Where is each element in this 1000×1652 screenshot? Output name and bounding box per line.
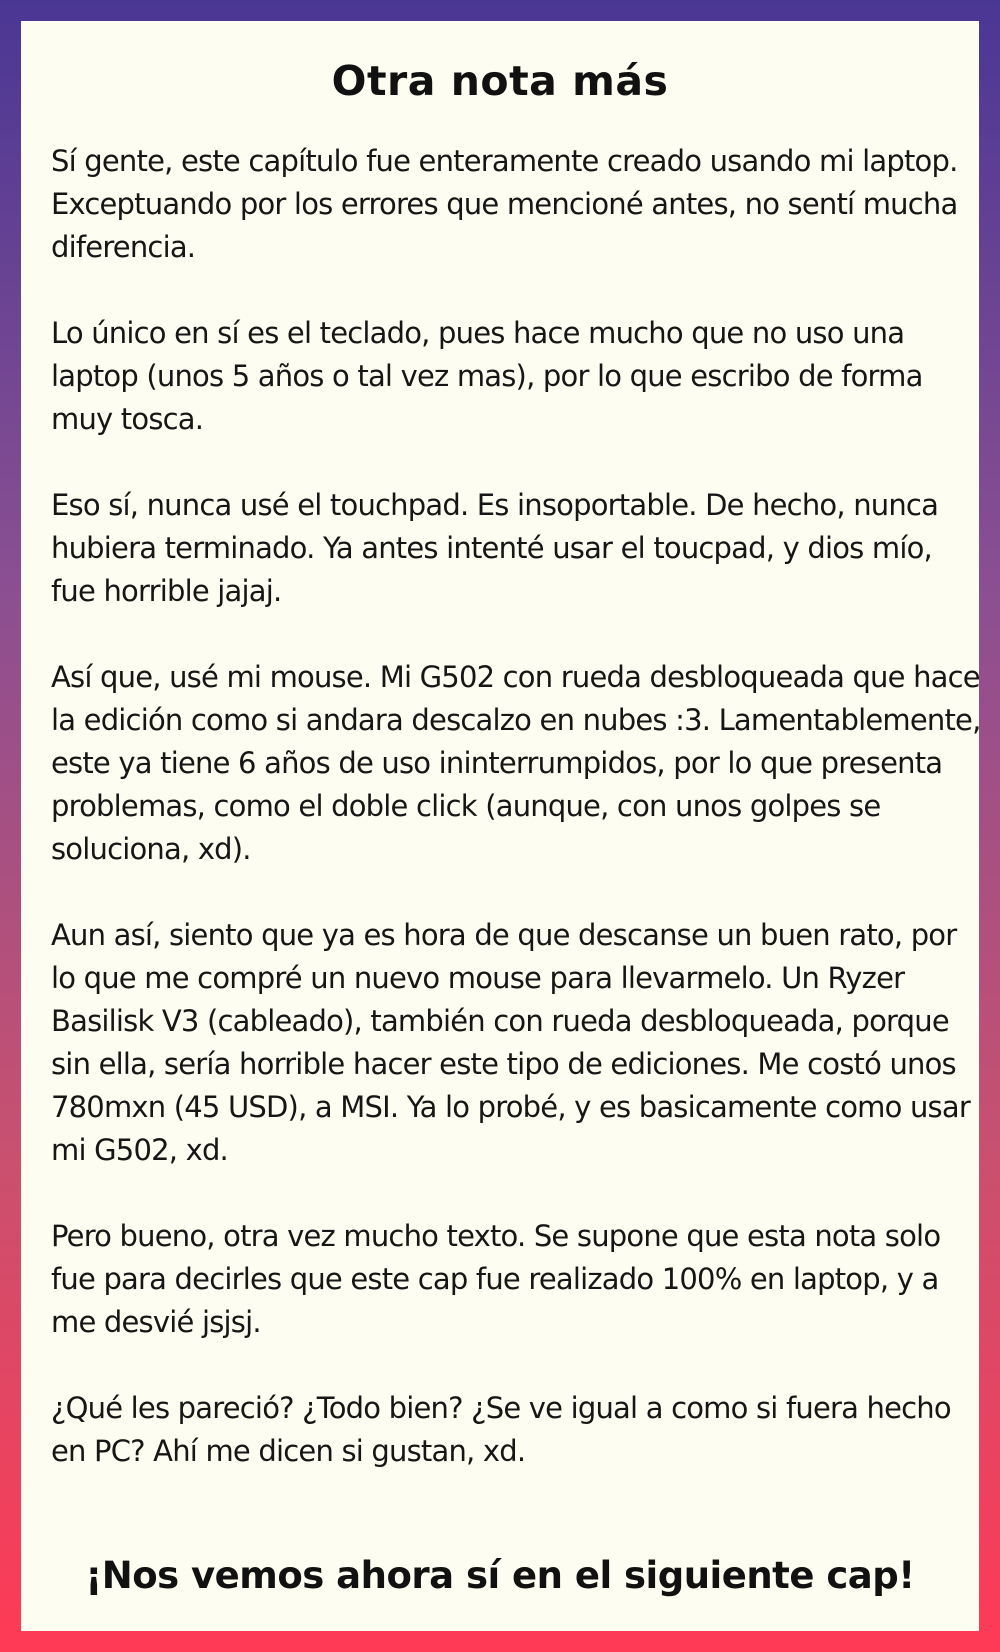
note-title: Otra nota más [331,57,669,105]
note-body [51,140,981,1516]
note-card [21,21,979,1631]
note-closing: ¡Nos vemos ahora sí en el siguiente cap! [85,1554,915,1597]
note-paragraph-2: Lo único en sí es el teclado, pues hace mucho que no uso una laptop (unos 5 años o tal vez mas), por lo que escribo de forma muy tosca. [51,316,923,436]
note-paragraph-6: Pero bueno, otra vez mucho texto. Se supone que esta nota solo fue para decirles que este cap fue realizado 100% en laptop, y a me desvié jsjsj. [51,1219,941,1339]
note-paragraph-7: ¿Qué les pareció? ¿Todo bien? ¿Se ve igual a como si fuera hecho en PC? Ahí me dicen si gustan, xd. [51,1391,951,1468]
note-paragraph-3: Eso sí, nunca usé el touchpad. Es insoportable. De hecho, nunca hubiera terminado. Ya antes intenté usar el toucpad, y dios mío, fue horrible jajaj. [51,488,939,608]
note-paragraph-5: Aun así, siento que ya es hora de que descanse un buen rato, por lo que me compré un nuevo mouse para llevarmelo. Un Ryzer Basilisk V3 (cableado), también con rueda desbloqueada, porque sin ella, sería horrible hacer este tipo de ediciones. Me costó unos 780mxn (45 USD), a MSI. Ya lo probé, y es basicamente como usar mi G502, xd. [51,918,970,1167]
note-paragraph-1: Sí gente, este capítulo fue enteramente creado usando mi laptop. Exceptuando por los errores que mencioné antes, no sentí mucha diferencia. [51,144,958,264]
note-paragraph-4: Así que, usé mi mouse. Mi G502 con rueda desbloqueada que hace la edición como si andara descalzo en nubes :3. Lamentablemente, este ya tiene 6 años de uso ininterrumpidos, por lo que presenta problemas, como el doble click (aunque, con unos golpes se soluciona, xd). [51,660,981,866]
